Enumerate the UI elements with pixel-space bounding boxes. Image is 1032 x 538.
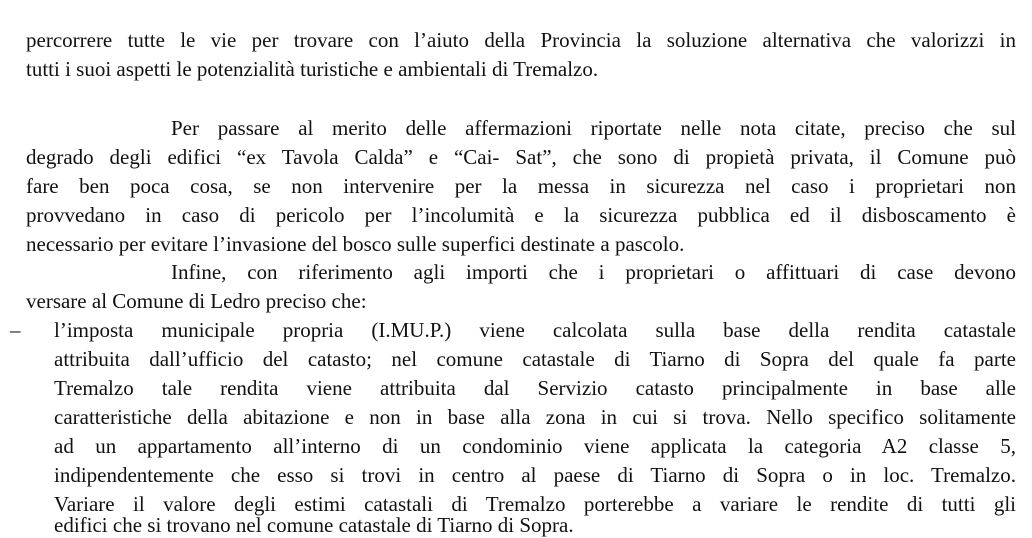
paragraph-3-line-2: versare al Comune di Ledro preciso che: <box>26 289 367 313</box>
list-item-line-8: edifici che si trovano nel comune catastale di Tiarno di Sopra. <box>54 513 574 537</box>
paragraph-2-line-2: degrado degli edifici “ex Tavola Calda” e “Cai- Sat”, che sono di propietà privata, il Comune può <box>26 145 1016 169</box>
paragraph-2-line-4: provvedano in caso di pericolo per l’incolumità e la sicurezza pubblica ed il disboscamento è <box>26 203 1016 227</box>
list-item-line-6: indipendentemente che esso si trovi in centro al paese di Tiarno di Sopra o in loc. Tremalzo. <box>54 463 1016 487</box>
list-item-line-3: Tremalzo tale rendita viene attribuita dal Servizio catasto principalmente in base alle <box>54 376 1016 400</box>
paragraph-2-line-3: fare ben poca cosa, se non intervenire per la messa in sicurezza nel caso i proprietari non <box>26 174 1016 198</box>
paragraph-2-line-5: necessario per evitare l’invasione del bosco sulle superfici destinate a pascolo. <box>26 232 685 256</box>
list-item-line-7: Variare il valore degli estimi catastali di Tremalzo porterebbe a variare le rendite di tutti gli <box>54 492 1016 516</box>
list-item-line-4: caratteristiche della abitazione e non in base alla zona in cui si trova. Nello specifico solitamente <box>54 405 1016 429</box>
paragraph-2-line-1: Per passare al merito delle affermazioni riportate nelle nota citate, preciso che sul <box>171 116 1016 140</box>
paragraph-1-line-1: percorrere tutte le vie per trovare con l’aiuto della Provincia la soluzione alternativa che valorizzi in <box>26 28 1016 52</box>
paragraph-1-line-2: tutti i suoi aspetti le potenzialità turistiche e ambientali di Tremalzo. <box>26 57 599 81</box>
list-item-line-2: attribuita dall’ufficio del catasto; nel comune catastale di Tiarno di Sopra del quale fa parte <box>54 347 1016 371</box>
paragraph-3-line-1: Infine, con riferimento agli importi che i proprietari o affittuari di case devono <box>171 260 1016 284</box>
list-bullet-dash: – <box>10 318 21 342</box>
list-item-line-1: l’imposta municipale propria (I.MU.P.) viene calcolata sulla base della rendita catastale <box>54 318 1016 342</box>
list-item-line-5: ad un appartamento all’interno di un condominio viene applicata la categoria A2 classe 5, <box>54 434 1016 458</box>
